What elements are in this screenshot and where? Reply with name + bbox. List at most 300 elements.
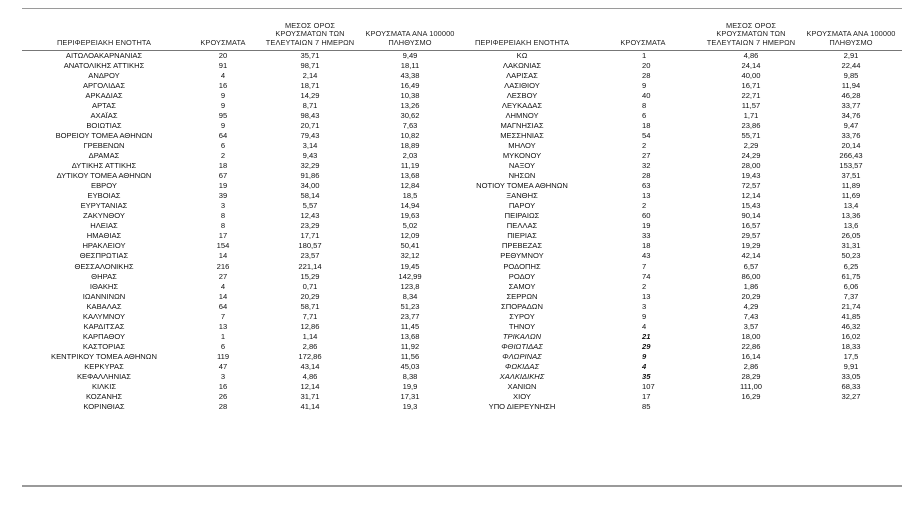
right-per100k-cell: 153,57 (839, 161, 863, 171)
right-per100k-cell: 20,14 (841, 140, 861, 150)
left-avg7-cell: 12,86 (300, 321, 320, 331)
right-cases-cell: 74 (642, 271, 651, 281)
bottom-rule (22, 485, 902, 487)
left-region-name: ΙΘΑΚΗΣ (89, 281, 119, 291)
right-per100k-cell: 33,76 (841, 130, 861, 140)
table-row (22, 332, 902, 342)
right-avg7-cell: 24,14 (741, 60, 761, 70)
left-cases-cell: 20 (218, 50, 228, 60)
right-region-name: ΤΡΙΚΑΛΩΝ (502, 331, 542, 341)
table-row (22, 71, 902, 81)
right-cases-cell: 28 (642, 70, 651, 80)
left-cases-cell: 8 (220, 211, 226, 221)
left-per100k-cell: 8,38 (402, 372, 418, 382)
right-avg7-cell: 22,86 (741, 341, 761, 351)
left-avg7-cell: 2,86 (302, 341, 318, 351)
right-region-name: ΣΠΟΡΑΔΩΝ (501, 301, 543, 311)
right-per100k-cell: 18,33 (841, 341, 861, 351)
left-avg7-cell: 8,71 (302, 100, 318, 110)
table-row (22, 201, 902, 211)
left-per100k-cell: 50,41 (400, 241, 420, 251)
right-avg7-cell: 19,43 (741, 171, 761, 181)
right-region-name: ΥΠΟ ΔΙΕΡΕΥΝΗΣΗ (488, 402, 556, 412)
table-row (22, 111, 902, 121)
right-per100k-cell: 21,74 (841, 301, 861, 311)
left-cases-cell: 91 (218, 60, 228, 70)
left-region-name: ΒΟΙΩΤΙΑΣ (86, 120, 122, 130)
right-avg7-cell: 1,86 (743, 281, 759, 291)
left-cases-cell: 119 (216, 351, 230, 361)
left-avg7-cell: 58,14 (300, 191, 320, 201)
left-region-name: ΘΕΣΠΡΩΤΙΑΣ (79, 251, 129, 261)
table-row (22, 171, 902, 181)
table-row (22, 50, 902, 61)
right-region-name: ΝΟΤΙΟΥ ΤΟΜΕΑ ΑΘΗΝΩΝ (476, 181, 568, 191)
left-per100k-cell: 123,8 (400, 281, 420, 291)
right-avg7-cell: 16,14 (741, 351, 761, 361)
left-avg7-cell: 58,71 (300, 301, 320, 311)
left-cases-cell: 95 (218, 110, 228, 120)
left-avg7-cell: 9,43 (302, 150, 318, 160)
right-region-name: ΝΗΣΩΝ (508, 171, 536, 181)
right-region-name: ΠΑΡΟΥ (508, 201, 536, 211)
right-avg7-cell: 29,57 (741, 231, 761, 241)
left-cases-cell: 19 (218, 181, 228, 191)
left-region-name: ΖΑΚΥΝΘΟΥ (83, 211, 125, 221)
table-row (22, 282, 902, 292)
right-avg7-cell: 24,29 (741, 150, 761, 160)
right-per100k-cell: 11,94 (841, 80, 861, 90)
right-avg7-cell: 55,71 (741, 130, 761, 140)
left-region-name: ΓΡΕΒΕΝΩΝ (83, 140, 125, 150)
left-region-name: ΚΙΛΚΙΣ (91, 382, 117, 392)
left-per100k-cell: 13,68 (400, 171, 420, 181)
right-cases-cell: 18 (642, 241, 651, 251)
left-region-name: ΕΥΡΥΤΑΝΙΑΣ (80, 201, 128, 211)
right-per100k-cell: 17,5 (843, 351, 859, 361)
left-per100k-cell: 19,3 (402, 402, 418, 412)
left-avg7-cell: 7,71 (302, 311, 318, 321)
right-per100k-cell: 266,43 (839, 150, 863, 160)
left-avg7-cell: 14,29 (300, 90, 320, 100)
right-per100k-cell: 9,91 (843, 361, 859, 371)
right-cases-cell: 27 (642, 150, 651, 160)
left-per100k-cell: 23,77 (400, 311, 420, 321)
right-avg7-cell: 111,00 (739, 382, 763, 392)
right-per100k-cell: 2,91 (843, 50, 859, 60)
right-region-name: ΤΗΝΟΥ (508, 321, 536, 331)
left-cases-cell: 64 (218, 301, 228, 311)
table-row (22, 121, 902, 131)
left-per100k-cell: 18,11 (400, 60, 420, 70)
right-region-name: ΜΑΓΝΗΣΙΑΣ (500, 120, 544, 130)
table-row (22, 322, 902, 332)
right-region-name: ΛΕΥΚΑΔΑΣ (501, 100, 543, 110)
left-per100k-cell: 11,56 (400, 351, 420, 361)
right-per100k-cell: 6,06 (843, 281, 859, 291)
right-cases-cell: 2 (642, 281, 647, 291)
left-cases-cell: 3 (220, 372, 226, 382)
header-cases-right: ΚΡΟΥΣΜΑΤΑ (584, 9, 702, 50)
right-cases-cell: 4 (642, 361, 647, 371)
left-avg7-cell: 23,29 (300, 221, 320, 231)
left-region-name: ΑΡΤΑΣ (92, 100, 116, 110)
left-cases-cell: 18 (218, 161, 228, 171)
left-avg7-cell: 4,86 (302, 372, 318, 382)
left-cases-cell: 1 (220, 331, 226, 341)
left-per100k-cell: 18,5 (402, 191, 418, 201)
left-cases-cell: 17 (218, 231, 228, 241)
left-per100k-cell: 9,49 (402, 50, 418, 60)
right-per100k-cell: 61,75 (841, 271, 861, 281)
right-cases-cell: 2 (642, 201, 647, 211)
right-per100k-cell: 13,36 (841, 211, 861, 221)
left-per100k-cell: 16,49 (400, 80, 420, 90)
right-avg7-cell: 4,86 (743, 50, 759, 60)
table-row (22, 211, 902, 221)
right-cases-cell: 28 (642, 171, 651, 181)
right-region-name: ΠΕΛΛΑΣ (506, 221, 538, 231)
table-row (22, 402, 902, 412)
right-avg7-cell: 90,14 (741, 211, 761, 221)
left-avg7-cell: 172,86 (298, 351, 322, 361)
left-per100k-cell: 13,68 (400, 331, 420, 341)
left-cases-cell: 14 (218, 291, 228, 301)
table-row (22, 141, 902, 151)
right-avg7-cell: 12,14 (741, 191, 761, 201)
right-per100k-cell: 26,05 (841, 231, 861, 241)
right-region-name: ΦΩΚΙΔΑΣ (504, 361, 540, 371)
left-cases-cell: 9 (220, 120, 226, 130)
table-row (22, 221, 902, 231)
left-per100k-cell: 11,45 (400, 321, 420, 331)
right-cases-cell: 13 (642, 291, 651, 301)
left-region-name: ΘΗΡΑΣ (91, 271, 117, 281)
left-region-name: ΔΥΤΙΚΟΥ ΤΟΜΕΑ ΑΘΗΝΩΝ (56, 171, 152, 181)
left-cases-cell: 16 (218, 80, 228, 90)
right-per100k-cell: 31,31 (841, 241, 861, 251)
right-region-name: ΛΗΜΝΟΥ (505, 110, 539, 120)
right-avg7-cell: 23,86 (741, 120, 761, 130)
left-cases-cell: 9 (220, 100, 226, 110)
right-per100k-cell: 41,85 (841, 311, 861, 321)
right-region-name: ΡΟΔΟΥ (508, 271, 536, 281)
table-row (22, 161, 902, 171)
right-avg7-cell: 28,00 (741, 161, 761, 171)
left-per100k-cell: 7,63 (402, 120, 418, 130)
table-row (22, 61, 902, 71)
left-region-name: ΘΕΣΣΑΛΟΝΙΚΗΣ (74, 261, 134, 271)
left-per100k-cell: 43,38 (400, 70, 420, 80)
right-per100k-cell: 9,85 (843, 70, 859, 80)
right-cases-cell: 63 (642, 181, 651, 191)
right-cases-cell: 32 (642, 161, 651, 171)
right-avg7-cell: 72,57 (741, 181, 761, 191)
table-row (22, 292, 902, 302)
right-per100k-cell: 22,44 (841, 60, 861, 70)
left-region-name: ΑΡΓΟΛΙΔΑΣ (82, 80, 126, 90)
right-per100k-cell (800, 402, 902, 412)
right-region-name: ΧΑΝΙΩΝ (507, 382, 537, 392)
left-per100k-cell: 17,31 (400, 392, 420, 402)
left-per100k-cell: 18,89 (400, 140, 420, 150)
left-per100k-cell: 14,94 (400, 201, 420, 211)
right-region-name: ΡΕΘΥΜΝΟΥ (500, 251, 544, 261)
left-avg7-cell: 35,71 (300, 50, 320, 60)
right-avg7-cell: 16,29 (741, 392, 761, 402)
table-row (22, 302, 902, 312)
left-cases-cell: 67 (218, 171, 228, 181)
left-cases-cell: 4 (220, 281, 226, 291)
left-avg7-cell: 31,71 (300, 392, 320, 402)
table-row (22, 101, 902, 111)
right-cases-cell: 9 (642, 80, 647, 90)
right-avg7-cell: 16,71 (741, 80, 761, 90)
left-per100k-cell: 32,12 (400, 251, 420, 261)
left-region-name: ΑΝΔΡΟΥ (88, 70, 120, 80)
left-avg7-cell: 41,14 (300, 402, 320, 412)
left-avg7-cell: 1,14 (302, 331, 318, 341)
left-per100k-cell: 51,23 (400, 301, 420, 311)
right-per100k-cell: 68,33 (841, 382, 861, 392)
right-avg7-cell: 19,29 (741, 241, 761, 251)
right-avg7-cell: 3,57 (743, 321, 759, 331)
left-avg7-cell: 180,57 (298, 241, 322, 251)
right-cases-cell: 3 (642, 301, 647, 311)
left-region-name: ΕΒΡΟΥ (91, 181, 117, 191)
left-per100k-cell: 19,9 (402, 382, 418, 392)
left-region-name: ΔΡΑΜΑΣ (88, 150, 120, 160)
right-cases-cell: 1 (642, 50, 647, 60)
right-region-name: ΚΩ (516, 50, 528, 60)
table-row (22, 272, 902, 282)
left-avg7-cell: 98,71 (300, 60, 320, 70)
left-per100k-cell: 12,84 (400, 181, 420, 191)
header-avg7-right: ΜΕΣΟΣ ΟΡΟΣ ΚΡΟΥΣΜΑΤΩΝ ΤΩΝ ΤΕΛΕΥΤΑΙΩΝ 7 ΗΜΕΡΩΝ (702, 9, 800, 50)
left-cases-cell: 28 (218, 402, 228, 412)
right-avg7-cell: 15,43 (741, 201, 761, 211)
right-region-name: ΡΟΔΟΠΗΣ (503, 261, 541, 271)
left-avg7-cell: 12,43 (300, 211, 320, 221)
left-region-name: ΔΥΤΙΚΗΣ ΑΤΤΙΚΗΣ (71, 161, 137, 171)
right-cases-cell: 9 (642, 351, 647, 361)
left-cases-cell: 7 (220, 311, 226, 321)
right-cases-cell: 54 (642, 130, 651, 140)
right-region-name: ΜΗΛΟΥ (508, 140, 536, 150)
right-avg7-cell: 20,29 (741, 291, 761, 301)
left-avg7-cell: 17,71 (300, 231, 320, 241)
left-region-name: ΗΛΕΙΑΣ (90, 221, 118, 231)
left-cases-cell: 8 (220, 221, 226, 231)
table-row (22, 362, 902, 372)
right-cases-cell: 9 (642, 311, 647, 321)
right-avg7-cell: 2,86 (743, 361, 759, 371)
table-row (22, 372, 902, 382)
left-avg7-cell: 20,29 (300, 291, 320, 301)
right-cases-cell: 35 (642, 372, 651, 382)
right-cases-cell: 21 (642, 331, 651, 341)
left-per100k-cell: 13,26 (400, 100, 420, 110)
table-row (22, 191, 902, 201)
right-per100k-cell: 37,51 (841, 171, 861, 181)
left-cases-cell: 9 (220, 90, 226, 100)
table-row (22, 261, 902, 271)
right-region-name: ΛΑΡΙΣΑΣ (506, 70, 538, 80)
left-region-name: ΑΝΑΤΟΛΙΚΗΣ ΑΤΤΙΚΗΣ (63, 60, 145, 70)
right-per100k-cell: 13,4 (843, 201, 859, 211)
right-region-name: ΣΥΡΟΥ (509, 311, 535, 321)
right-per100k-cell: 6,25 (843, 261, 859, 271)
right-per100k-cell: 7,37 (843, 291, 859, 301)
right-per100k-cell: 16,02 (841, 331, 861, 341)
header-avg7-left: ΜΕΣΟΣ ΟΡΟΣ ΚΡΟΥΣΜΑΤΩΝ ΤΩΝ ΤΕΛΕΥΤΑΙΩΝ 7 ΗΜΕΡΩΝ (260, 9, 360, 50)
right-cases-cell: 13 (642, 191, 651, 201)
left-cases-cell: 6 (220, 140, 226, 150)
right-avg7-cell: 22,71 (741, 90, 761, 100)
covid-cases-table (22, 8, 902, 412)
right-cases-cell: 107 (642, 382, 655, 392)
right-per100k-cell: 46,28 (841, 90, 861, 100)
left-region-name: ΒΟΡΕΙΟΥ ΤΟΜΕΑ ΑΘΗΝΩΝ (55, 130, 153, 140)
left-per100k-cell: 10,82 (400, 130, 420, 140)
right-cases-cell: 18 (642, 120, 651, 130)
right-cases-cell: 8 (642, 100, 647, 110)
left-region-name: ΑΡΚΑΔΙΑΣ (85, 90, 123, 100)
left-cases-cell: 154 (216, 241, 230, 251)
left-avg7-cell: 18,71 (300, 80, 320, 90)
left-cases-cell: 216 (216, 261, 230, 271)
right-cases-cell: 19 (642, 221, 651, 231)
right-avg7-cell: 7,43 (743, 311, 759, 321)
left-avg7-cell: 3,14 (302, 140, 318, 150)
right-avg7-cell: 18,00 (741, 331, 761, 341)
right-cases-cell: 17 (642, 392, 651, 402)
header-per100k-left: ΚΡΟΥΣΜΑΤΑ ΑΝΑ 100000 ΠΛΗΘΥΣΜΟ (360, 9, 460, 50)
right-cases-cell: 20 (642, 60, 651, 70)
left-per100k-cell: 30,62 (400, 110, 420, 120)
header-region-left: ΠΕΡΙΦΕΡΕΙΑΚΗ ΕΝΟΤΗΤΑ (22, 9, 186, 50)
left-avg7-cell: 98,43 (300, 110, 320, 120)
left-per100k-cell: 19,45 (400, 261, 420, 271)
left-avg7-cell: 221,14 (298, 261, 322, 271)
header-region-right: ΠΕΡΙΦΕΡΕΙΑΚΗ ΕΝΟΤΗΤΑ (460, 9, 584, 50)
left-cases-cell: 4 (220, 70, 226, 80)
left-per100k-cell: 5,02 (402, 221, 418, 231)
table-row (22, 91, 902, 101)
left-avg7-cell: 5,57 (302, 201, 318, 211)
left-region-name: ΚΑΛΥΜΝΟΥ (82, 311, 126, 321)
left-cases-cell: 3 (220, 201, 226, 211)
left-per100k-cell: 2,03 (402, 150, 418, 160)
left-cases-cell: 16 (218, 382, 228, 392)
left-avg7-cell: 12,14 (300, 382, 320, 392)
right-region-name: ΞΑΝΘΗΣ (506, 191, 538, 201)
left-region-name: ΕΥΒΟΙΑΣ (87, 191, 121, 201)
right-avg7-cell: 11,57 (741, 100, 761, 110)
right-region-name: ΠΕΙΡΑΙΩΣ (504, 211, 540, 221)
left-region-name: ΚΕΝΤΡΙΚΟΥ ΤΟΜΕΑ ΑΘΗΝΩΝ (51, 351, 157, 361)
right-per100k-cell: 11,69 (841, 191, 861, 201)
right-region-name: ΣΕΡΡΩΝ (506, 291, 538, 301)
table-row (22, 342, 902, 352)
left-per100k-cell: 19,63 (400, 211, 420, 221)
left-region-name: ΚΑΡΔΙΤΣΑΣ (83, 321, 125, 331)
left-cases-cell: 27 (218, 271, 228, 281)
left-cases-cell: 64 (218, 130, 228, 140)
left-region-name: ΗΜΑΘΙΑΣ (86, 231, 122, 241)
right-per100k-cell: 34,76 (841, 110, 861, 120)
left-cases-cell: 13 (218, 321, 228, 331)
right-region-name: ΛΑΣΙΘΙΟΥ (504, 80, 540, 90)
right-cases-cell: 7 (642, 261, 647, 271)
left-cases-cell: 47 (218, 361, 228, 371)
left-region-name: ΚΟΖΑΝΗΣ (85, 392, 123, 402)
left-per100k-cell: 8,34 (402, 291, 418, 301)
right-cases-cell: 2 (642, 140, 647, 150)
left-per100k-cell: 11,92 (400, 341, 420, 351)
right-region-name: ΜΕΣΣΗΝΙΑΣ (500, 130, 544, 140)
table-row (22, 81, 902, 91)
left-region-name: ΗΡΑΚΛΕΙΟΥ (82, 241, 126, 251)
right-region-name: ΜΥΚΟΝΟΥ (502, 150, 542, 160)
regional-cases-grid (22, 9, 902, 412)
left-avg7-cell: 23,57 (300, 251, 320, 261)
left-avg7-cell: 2,14 (302, 70, 318, 80)
table-row (22, 312, 902, 322)
right-region-name: ΦΘΙΩΤΙΔΑΣ (501, 341, 543, 351)
left-per100k-cell: 12,09 (400, 231, 420, 241)
right-avg7-cell: 1,71 (743, 110, 759, 120)
right-avg7-cell: 6,57 (743, 261, 759, 271)
right-avg7-cell: 2,29 (743, 140, 759, 150)
right-avg7-cell: 28,29 (741, 372, 761, 382)
table-row (22, 151, 902, 161)
right-cases-cell: 29 (642, 341, 651, 351)
header-row (22, 9, 902, 50)
left-region-name: ΚΟΡΙΝΘΙΑΣ (83, 402, 125, 412)
right-per100k-cell: 33,05 (841, 372, 861, 382)
left-region-name: ΚΕΡΚΥΡΑΣ (84, 361, 124, 371)
header-cases-left: ΚΡΟΥΣΜΑΤΑ (186, 9, 260, 50)
right-cases-cell: 33 (642, 231, 651, 241)
left-per100k-cell: 11,19 (400, 161, 420, 171)
table-row (22, 231, 902, 241)
right-cases-cell: 4 (642, 321, 647, 331)
left-avg7-cell: 0,71 (302, 281, 318, 291)
left-region-name: ΚΑΡΠΑΘΟΥ (82, 331, 126, 341)
left-region-name: ΚΑΒΑΛΑΣ (86, 301, 122, 311)
left-avg7-cell: 15,29 (300, 271, 320, 281)
right-per100k-cell: 50,23 (841, 251, 861, 261)
right-per100k-cell: 11,89 (841, 181, 861, 191)
right-cases-cell: 6 (642, 110, 647, 120)
left-region-name: ΑΧΑΪΑΣ (90, 110, 118, 120)
table-row (22, 382, 902, 392)
left-cases-cell: 6 (220, 341, 226, 351)
right-avg7-cell (702, 402, 800, 412)
left-avg7-cell: 43,14 (300, 361, 320, 371)
left-cases-cell: 26 (218, 392, 228, 402)
left-cases-cell: 14 (218, 251, 228, 261)
table-row (22, 241, 902, 251)
right-region-name: ΝΑΞΟΥ (508, 161, 536, 171)
right-cases-cell: 43 (642, 251, 651, 261)
right-region-name: ΛΕΣΒΟΥ (506, 90, 538, 100)
right-per100k-cell: 33,77 (841, 100, 861, 110)
left-region-name: ΚΑΣΤΟΡΙΑΣ (82, 341, 126, 351)
right-avg7-cell: 16,57 (741, 221, 761, 231)
table-row (22, 392, 902, 402)
